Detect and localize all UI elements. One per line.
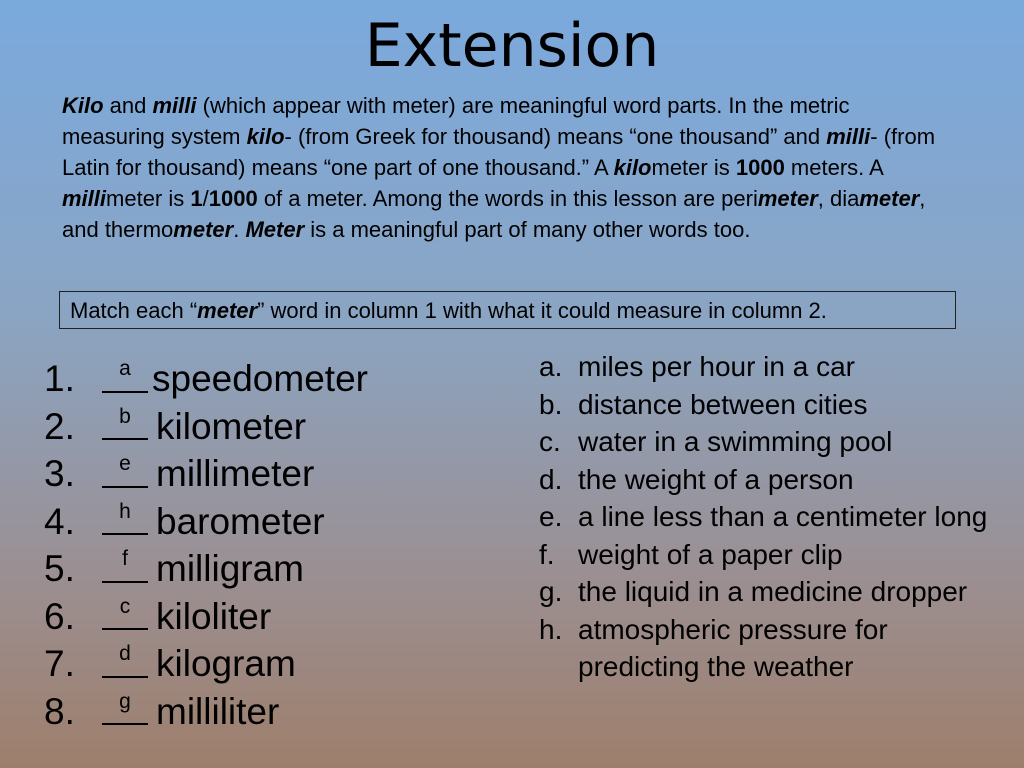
list-item — [539, 536, 1009, 574]
intro-text: meter is — [651, 155, 736, 180]
list-item — [539, 498, 1009, 536]
list-item — [44, 355, 464, 403]
list-item — [539, 573, 1009, 611]
item-number: 3. — [44, 453, 75, 494]
intro-text: meter — [757, 186, 818, 211]
intro-text: is a meaningful part of many other words too. — [304, 217, 751, 242]
intro-text: milli — [62, 186, 107, 211]
intro-text: - (from Greek for thousand) means “one thousand” and — [284, 124, 827, 149]
item-number: 5. — [44, 548, 75, 589]
item-number: 6. — [44, 595, 75, 637]
intro-text: - (from Latin for thousand) means “one part of one thousand.” A — [62, 124, 936, 180]
intro-text: 1000 — [735, 155, 785, 180]
intro-text: milli — [152, 93, 197, 118]
option-letter: a. — [539, 351, 563, 382]
option-letter: d. — [539, 463, 563, 495]
intro-text: meter — [173, 217, 234, 242]
list-item — [539, 386, 1009, 424]
meter-word: milliliter — [156, 690, 280, 732]
answer-blank — [102, 545, 148, 593]
option-text: distance between cities — [578, 388, 868, 420]
item-number: 7. — [44, 643, 75, 684]
answer-blank — [102, 498, 148, 546]
option-text: the liquid in a medicine dropper — [578, 576, 968, 607]
meter-word: millimeter — [156, 453, 315, 494]
intro-text: kilo — [246, 124, 285, 149]
option-text: miles per hour in a car — [578, 351, 856, 382]
option-text: water in a swimming pool — [578, 426, 893, 457]
option-letter: g. — [539, 576, 563, 607]
option-letter: b. — [539, 388, 563, 420]
answer-blank — [102, 450, 148, 498]
blank-underline — [102, 438, 148, 440]
intro-text: meters. A — [784, 155, 883, 180]
answer-blank — [102, 593, 148, 641]
intro-text: Kilo — [62, 93, 104, 118]
list-item — [539, 348, 1009, 386]
blank-underline — [102, 676, 148, 678]
instruction-emphasis: meter — [197, 298, 258, 323]
intro-text: (which appear with meter) are meaningful word parts. In the metric measuring system — [62, 93, 850, 149]
intro-text: meter — [859, 186, 920, 211]
instruction-text: ” word in column 1 with what it could measure in column 2. — [257, 298, 827, 323]
intro-text: Meter — [245, 217, 305, 242]
list-item — [44, 545, 464, 593]
meter-word: kiloliter — [156, 595, 272, 637]
option-letter: c. — [539, 426, 561, 457]
column-1-list — [44, 355, 464, 735]
answer-letter: e — [119, 452, 131, 475]
list-item — [44, 593, 464, 641]
intro-text: . — [233, 217, 246, 242]
item-number: 4. — [44, 500, 75, 542]
blank-underline — [102, 628, 148, 630]
intro-text: kilo — [613, 155, 652, 180]
list-item — [44, 498, 464, 546]
blank-underline — [102, 581, 148, 583]
item-number: 1. — [44, 358, 75, 399]
intro-text: 1000 — [208, 186, 258, 211]
option-letter: e. — [539, 501, 563, 532]
meter-word: speedometer — [152, 358, 368, 399]
blank-underline — [102, 723, 148, 725]
meter-word: kilogram — [156, 643, 296, 684]
option-text: the weight of a person — [578, 463, 854, 495]
intro-paragraph — [62, 90, 942, 245]
intro-text: milli — [826, 124, 871, 149]
intro-text: and — [103, 93, 153, 118]
option-letter: h. — [539, 613, 563, 645]
answer-letter: g — [119, 689, 131, 713]
list-item — [44, 450, 464, 498]
answer-letter: c — [119, 594, 131, 618]
blank-underline — [102, 486, 148, 488]
intro-text: , dia — [817, 186, 860, 211]
intro-text: 1 — [190, 186, 203, 211]
list-item — [44, 640, 464, 688]
option-text: weight of a paper clip — [578, 538, 843, 570]
item-number: 2. — [44, 405, 75, 447]
intro-text: / — [202, 186, 209, 211]
list-item — [539, 611, 1009, 686]
answer-blank — [102, 640, 148, 688]
option-letter: f. — [539, 538, 555, 570]
answer-blank — [102, 688, 148, 736]
intro-text: meter is — [106, 186, 191, 211]
intro-text: , and thermo — [62, 186, 926, 242]
answer-letter: d — [119, 642, 131, 665]
answer-letter: b — [119, 404, 131, 428]
answer-letter: f — [122, 547, 128, 570]
list-item — [539, 461, 1009, 499]
option-text: a line less than a centimeter long — [578, 501, 988, 532]
instruction-text: Match each “ — [70, 298, 198, 323]
intro-text: of a meter. Among the words in this lesson are peri — [257, 186, 758, 211]
list-item — [44, 403, 464, 451]
meter-word: barometer — [156, 500, 325, 542]
instruction-box — [59, 291, 956, 329]
slide-title: Extension — [364, 11, 660, 81]
list-item — [539, 423, 1009, 461]
option-text: atmospheric pressure for predicting the weather — [578, 613, 888, 682]
blank-underline — [102, 391, 148, 393]
item-number: 8. — [44, 690, 75, 732]
answer-blank — [102, 403, 148, 451]
column-2-list — [539, 348, 1009, 686]
meter-word: milligram — [156, 548, 304, 589]
answer-blank — [102, 355, 148, 403]
answer-letter: h — [119, 499, 131, 523]
meter-word: kilometer — [156, 405, 307, 447]
list-item — [44, 688, 464, 736]
blank-underline — [102, 533, 148, 535]
answer-letter: a — [119, 357, 131, 380]
